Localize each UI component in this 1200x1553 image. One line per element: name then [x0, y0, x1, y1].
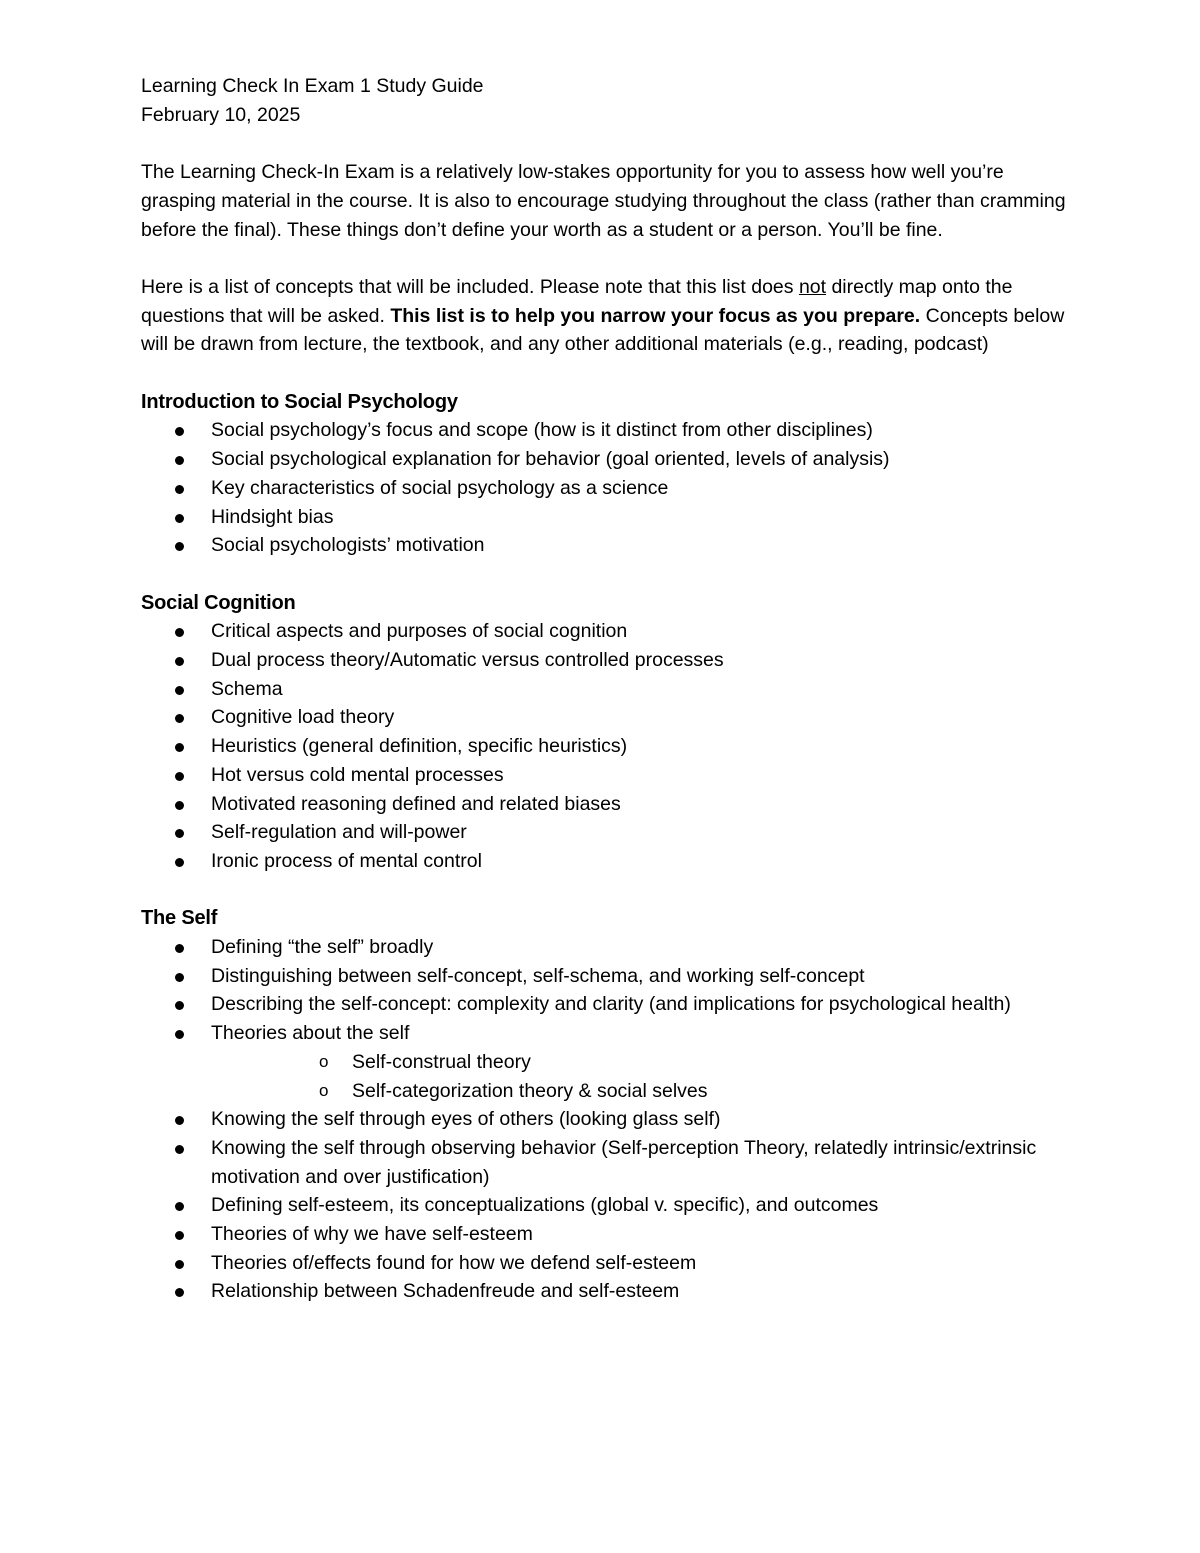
document-content	[141, 72, 1081, 1335]
sub-list-item	[211, 1048, 1081, 1077]
document-title: Learning Check In Exam 1 Study Guide	[141, 75, 484, 97]
bullet-icon	[175, 1001, 184, 1010]
list-item	[141, 990, 1081, 1019]
bullet-icon	[175, 1231, 184, 1240]
bullet-icon	[175, 858, 184, 867]
section-heading: The Self	[141, 907, 218, 930]
list-item	[141, 646, 1081, 675]
section-the-self	[141, 904, 1081, 1306]
list-item-text: Social psychologists’ motivation	[211, 534, 485, 557]
list-item-text: Self-regulation and will-power	[211, 821, 467, 844]
bullet-icon	[175, 973, 184, 982]
list-item	[141, 847, 1081, 876]
list-item-text: Knowing the self through eyes of others (looking glass self)	[211, 1108, 721, 1131]
list-item-text: Dual process theory/Automatic versus controlled processes	[211, 649, 724, 671]
intro-paragraph: The Learning Check-In Exam is a relatively low-stakes opportunity for you to assess how well you’re grasping material in the course. It is also to encourage studying throughout the class (rather than cramming before the final). These things don’t define your worth as a student or a person. You’ll be fine.	[141, 161, 1066, 241]
concepts-note-paragraph	[141, 273, 1081, 359]
list-item-text: Ironic process of mental control	[211, 849, 482, 872]
circle-bullet-icon: o	[319, 1080, 329, 1100]
list-item-text: Defining self-esteem, its conceptualizations (global v. specific), and outcomes	[211, 1194, 879, 1217]
list-item-text: Describing the self-concept: complexity and clarity (and implications for psychological health)	[211, 993, 1011, 1016]
list-item	[141, 531, 1081, 560]
list-item-text: Social psychological explanation for behavior (goal oriented, levels of analysis)	[211, 448, 890, 471]
bullet-icon	[175, 714, 184, 723]
list-item-text: Hindsight bias	[211, 505, 334, 528]
document-date: February 10, 2025	[141, 103, 301, 126]
list-item	[141, 732, 1081, 761]
bullet-list	[141, 617, 1081, 875]
list-item	[141, 1134, 1081, 1191]
concepts-note-underlined: not	[798, 275, 827, 298]
list-item-text: Motivated reasoning defined and related biases	[211, 792, 621, 815]
list-item-text: Relationship between Schadenfreude and self-esteem	[211, 1280, 680, 1303]
list-item	[141, 445, 1081, 474]
bullet-icon	[175, 485, 184, 494]
concepts-note-text-1: Here is a list of concepts that will be included. Please note that this list does	[141, 275, 799, 298]
list-item	[141, 818, 1081, 847]
section-intro-social-psychology	[141, 388, 1081, 560]
list-item	[141, 761, 1081, 790]
list-item	[141, 503, 1081, 532]
bullet-icon	[175, 1145, 184, 1154]
list-item-text: Theories of/effects found for how we defend self-esteem	[211, 1251, 697, 1274]
bullet-icon	[175, 1030, 184, 1039]
bullet-icon	[175, 801, 184, 810]
list-item-text: Key characteristics of social psychology as a science	[211, 476, 669, 499]
concepts-note-text-2: directly map onto the questions that will be asked.	[141, 275, 1013, 327]
bullet-icon	[175, 542, 184, 551]
bullet-icon	[175, 772, 184, 781]
list-item-text: Cognitive load theory	[211, 706, 395, 729]
list-item-text: Defining “the self” broadly	[211, 936, 434, 959]
sub-list-item-text: Self-construal theory	[352, 1050, 531, 1073]
list-item	[141, 703, 1081, 732]
list-item	[141, 1105, 1081, 1134]
bullet-icon	[175, 1116, 184, 1125]
title-block	[141, 72, 1081, 129]
bullet-icon	[175, 1202, 184, 1211]
bullet-icon	[175, 1260, 184, 1269]
bullet-icon	[175, 628, 184, 637]
bullet-icon	[175, 1288, 184, 1297]
list-item	[141, 1277, 1081, 1306]
list-item-text: Theories of why we have self-esteem	[211, 1223, 533, 1246]
bullet-icon	[175, 686, 184, 695]
bullet-icon	[175, 427, 184, 436]
list-item	[141, 675, 1081, 704]
list-item	[141, 962, 1081, 991]
bullet-icon	[175, 514, 184, 523]
list-item-text: Heuristics (general definition, specific heuristics)	[211, 735, 628, 758]
sub-list-item	[211, 1077, 1081, 1106]
list-item-text: Distinguishing between self-concept, self-schema, and working self-concept	[211, 964, 865, 987]
bullet-icon	[175, 829, 184, 838]
bullet-icon	[175, 944, 184, 953]
list-item	[141, 1191, 1081, 1220]
sub-list-item-text: Self-categorization theory & social selves	[352, 1079, 708, 1102]
list-item-text: Critical aspects and purposes of social cognition	[211, 620, 628, 643]
bullet-icon	[175, 743, 184, 752]
list-item	[141, 416, 1081, 445]
concepts-note-text-3: Concepts below will be drawn from lecture, the textbook, and any other additional materials (e.g., reading, podcast)	[141, 304, 1065, 356]
list-item-text: Theories about the self	[211, 1022, 410, 1045]
concepts-note-bold: This list is to help you narrow your focus as you prepare.	[390, 304, 921, 327]
section-heading: Social Cognition	[141, 591, 296, 614]
list-item	[141, 1249, 1081, 1278]
list-item	[141, 1220, 1081, 1249]
section-heading: Introduction to Social Psychology	[141, 390, 458, 413]
section-social-cognition	[141, 589, 1081, 876]
list-item-text: Schema	[211, 677, 283, 700]
list-item	[141, 790, 1081, 819]
list-item	[141, 474, 1081, 503]
bullet-list	[141, 933, 1081, 1306]
bullet-icon	[175, 456, 184, 465]
list-item	[141, 1019, 1081, 1105]
sub-list	[211, 1048, 1081, 1105]
list-item-text: Hot versus cold mental processes	[211, 763, 504, 786]
list-item-text: Social psychology’s focus and scope (how is it distinct from other disciplines)	[211, 419, 873, 442]
list-item	[141, 617, 1081, 646]
list-item-text: Knowing the self through observing behavior (Self-perception Theory, relatedly intrinsic/extrinsic motivation and over justification)	[211, 1136, 1037, 1188]
bullet-list	[141, 416, 1081, 560]
bullet-icon	[175, 657, 184, 666]
list-item	[141, 933, 1081, 962]
circle-bullet-icon: o	[319, 1051, 329, 1071]
